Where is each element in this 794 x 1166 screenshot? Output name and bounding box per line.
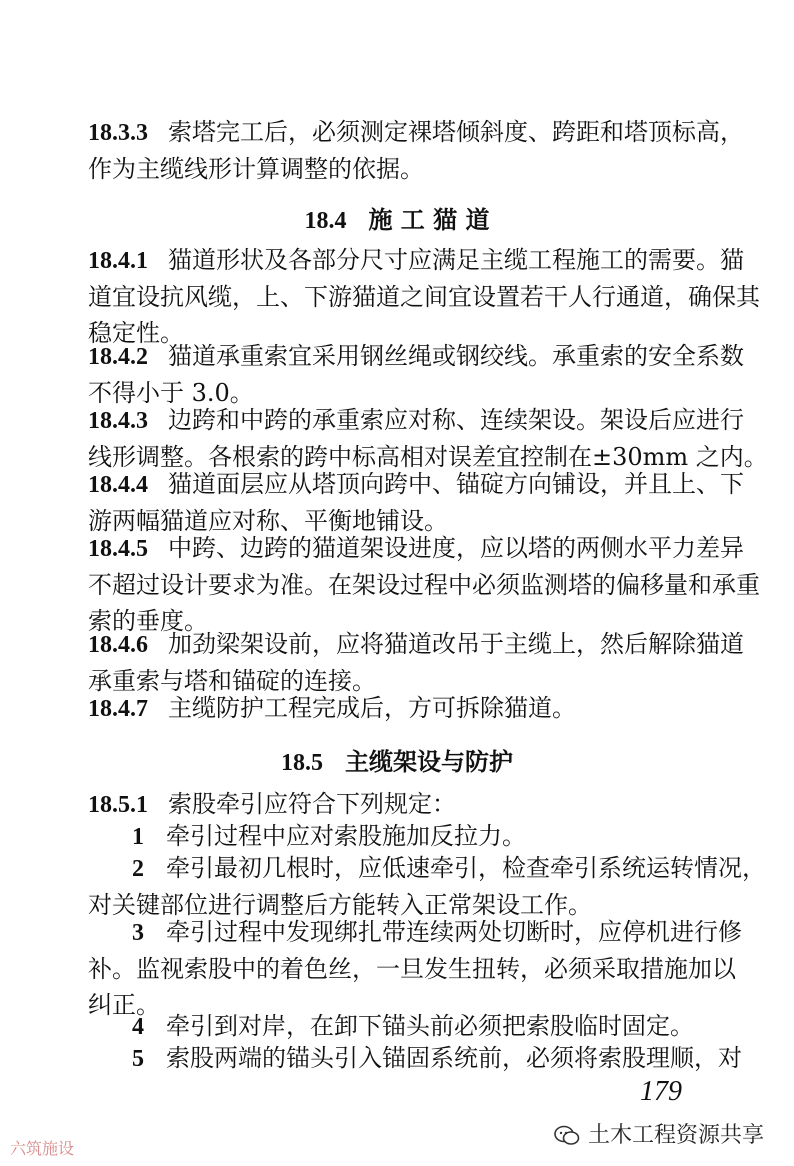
clause-18-3-3 bbox=[88, 114, 744, 187]
item-text-line: 补。监视索股中的着色丝，一旦发生扭转，必须采取措施加以 bbox=[88, 955, 736, 983]
item-number: 3 bbox=[132, 920, 144, 946]
clause-text-line: 猫道形状及各部分尺寸应满足主缆工程施工的需要。猫 bbox=[168, 246, 744, 274]
item-text-line: 牵引过程中应对索股施加反拉力。 bbox=[166, 822, 526, 850]
section-number: 18.4 bbox=[304, 208, 347, 234]
section-title: 主缆架设与防护 bbox=[345, 747, 513, 776]
clause-text-line: 中跨、边跨的猫道架设进度，应以塔的两侧水平力差异 bbox=[168, 534, 744, 562]
clause-text-line: 猫道承重索宜采用钢丝绳或钢绞线。承重索的安全系数 bbox=[168, 342, 744, 370]
section-title: 施 工 猫 道 bbox=[368, 205, 490, 234]
clause-text-line: 线形调整。各根索的跨中标高相对误差宜控制在±30mm 之内。 bbox=[88, 443, 768, 471]
clause-text-line: 边跨和中跨的承重索应对称、连续架设。架设后应进行 bbox=[168, 406, 744, 434]
clause-text-line: 不超过设计要求为准。在架设过程中必须监测塔的偏移量和承重 bbox=[88, 571, 760, 599]
clause-number: 18.4.6 bbox=[88, 632, 148, 658]
clause-text-line: 加劲梁架设前，应将猫道改吊于主缆上，然后解除猫道 bbox=[168, 630, 744, 658]
item-text-line: 纠正。 bbox=[88, 991, 160, 1019]
corner-watermark: 六筑施设 bbox=[10, 1139, 75, 1158]
clause-number: 18.4.1 bbox=[88, 248, 148, 274]
clause-18-4-2 bbox=[88, 338, 744, 411]
item-text-line: 索股两端的锚头引入锚固系统前，必须将索股理顺，对 bbox=[166, 1044, 742, 1072]
page-number: 179 bbox=[640, 1076, 682, 1107]
clause-number: 18.4.7 bbox=[88, 696, 148, 722]
item-number: 2 bbox=[132, 856, 144, 882]
clause-text-line: 作为主缆线形计算调整的依据。 bbox=[88, 155, 424, 183]
wechat-icon bbox=[554, 1125, 580, 1147]
clause-text-line: 索股牵引应符合下列规定： bbox=[168, 790, 456, 818]
clause-18-4-7 bbox=[88, 690, 576, 727]
clause-18-4-5 bbox=[88, 530, 760, 639]
clause-text-line: 索的垂度。 bbox=[88, 607, 208, 635]
clause-18-4-1 bbox=[88, 242, 760, 351]
section-heading-18-4 bbox=[0, 200, 794, 235]
clause-text-line: 主缆防护工程完成后，方可拆除猫道。 bbox=[168, 694, 576, 722]
item-number: 1 bbox=[132, 824, 144, 850]
clause-18-4-6 bbox=[88, 626, 744, 699]
clause-18-4-4 bbox=[88, 466, 744, 539]
clause-text-line: 道宜设抗风缆，上、下游猫道之间宜设置若干人行通道，确保其 bbox=[88, 283, 760, 311]
clause-text-line: 承重索与塔和锚碇的连接。 bbox=[88, 667, 376, 695]
clause-text-line: 猫道面层应从塔顶向跨中、锚碇方向铺设，并且上、下 bbox=[168, 470, 744, 498]
item-text-line: 对关键部位进行调整后方能转入正常架设工作。 bbox=[88, 891, 592, 919]
list-item-2 bbox=[88, 850, 766, 923]
clause-text-line: 稳定性。 bbox=[88, 319, 184, 347]
clause-number: 18.4.3 bbox=[88, 408, 148, 434]
watermark-text: 土木工程资源共享 bbox=[587, 1123, 764, 1148]
clause-number: 18.5.1 bbox=[88, 792, 148, 818]
list-item-3 bbox=[88, 914, 742, 1023]
clause-text-line: 索塔完工后，必须测定裸塔倾斜度、跨距和塔顶标高， bbox=[168, 118, 744, 146]
clause-number: 18.4.2 bbox=[88, 344, 148, 370]
item-text-line: 牵引到对岸，在卸下锚头前必须把索股临时固定。 bbox=[166, 1012, 694, 1040]
clause-18-4-3 bbox=[88, 402, 768, 475]
clause-number: 18.3.3 bbox=[88, 120, 148, 146]
section-number: 18.5 bbox=[281, 750, 323, 776]
clause-text-line: 不得小于 3.0。 bbox=[88, 379, 254, 407]
clause-number: 18.4.5 bbox=[88, 536, 148, 562]
clause-number: 18.4.4 bbox=[88, 472, 148, 498]
item-text-line: 牵引过程中发现绑扎带连续两处切断时，应停机进行修 bbox=[166, 918, 742, 946]
clause-text-line: 游两幅猫道应对称、平衡地铺设。 bbox=[88, 507, 448, 535]
list-item-5 bbox=[88, 1040, 742, 1077]
item-number: 5 bbox=[132, 1046, 144, 1072]
item-number: 4 bbox=[132, 1014, 144, 1040]
section-heading-18-5 bbox=[0, 742, 794, 777]
wechat-watermark bbox=[554, 1118, 764, 1149]
item-text-line: 牵引最初几根时，应低速牵引，检查牵引系统运转情况， bbox=[166, 854, 766, 882]
